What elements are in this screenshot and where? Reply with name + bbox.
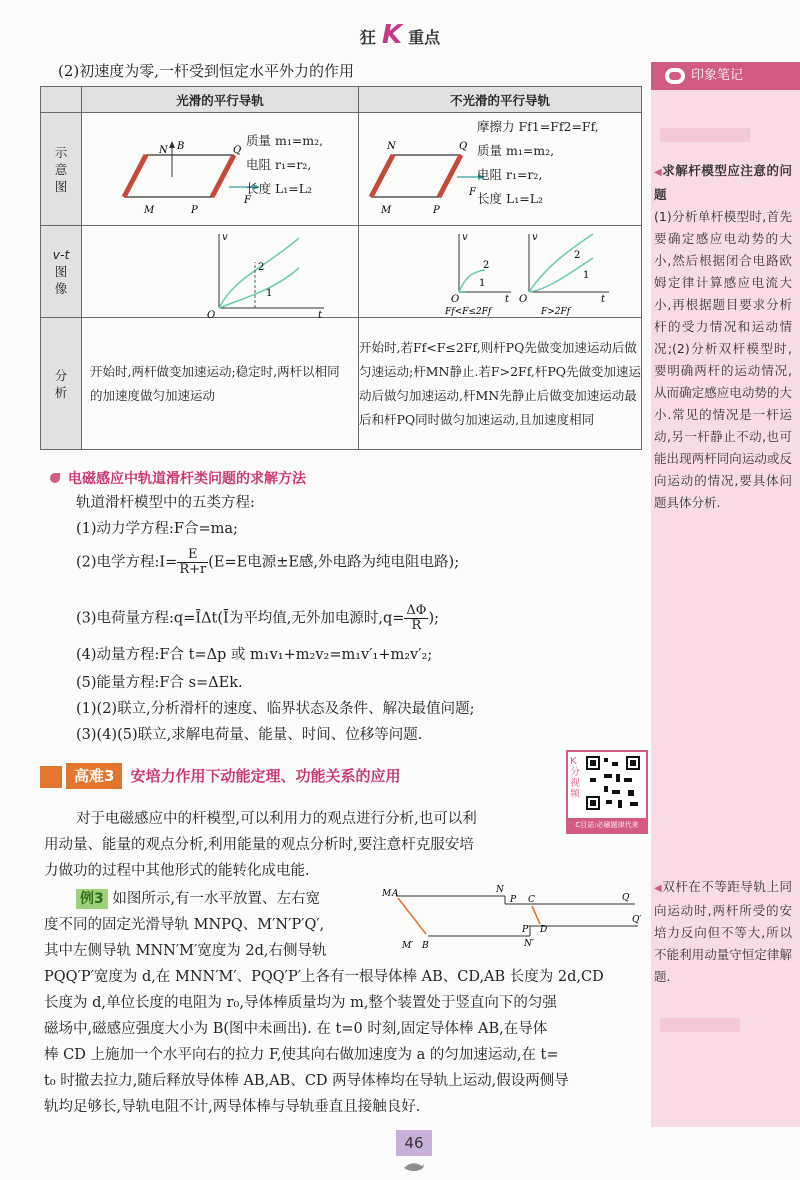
example-tag: 例3 <box>76 889 108 909</box>
bird-icon <box>402 1158 426 1174</box>
svg-text:N: N <box>387 141 396 152</box>
cond-label-1: Ff<F≤2Ff <box>445 307 492 317</box>
rough-analysis: 开始时,若Ff<F≤2Ff,则杆PQ先做变加速运动后做匀速运动;杆MN静止.若F>2Ff,杆PQ先做变加速运动后做匀加速运动,杆MN先静止后做变加速运动最后和杆PQ同时做匀加速运动,且加速度相同 <box>359 318 642 450</box>
note2-body: 双杆在不等距导轨上同向运动时,两杆所受的安培力反向但不等大,所以不能利用动量守恒定律解题. <box>654 879 792 984</box>
eq-3: (3)电荷量方程:q=ĪΔt(Ī为平均值,无外加电源时,q= $\frac{\Delta\Phi}{R}$ ); <box>76 603 440 633</box>
qr-side-label: K分视频 <box>570 756 580 800</box>
rough-diagram-cell <box>359 113 642 226</box>
svg-text:F: F <box>469 187 476 198</box>
svg-text:N′: N′ <box>524 939 534 949</box>
example-line-7: 棒 CD 上施加一个水平向右的拉力 F,使其向右做加速度为 a 的匀加速运动,在 t= <box>44 1047 559 1063</box>
method-note-1: (1)(2)联立,分析滑杆的速度、临界状态及条件、解决最值问题; <box>76 701 475 717</box>
svg-text:O: O <box>519 294 528 305</box>
sidebar-tab <box>651 62 800 90</box>
example-line-4: PQQ′P′宽度为 d,在 MNN′M′、PQQ′P′上各有一根导体棒 AB、CD,AB 长度为 2d,CD <box>44 969 604 985</box>
example-line-8: t₀ 时撤去拉力,随后释放导体棒 AB,AB、CD 两导体棒均在导轨上运动,假设两侧导 <box>44 1073 569 1089</box>
comparison-table <box>40 86 642 450</box>
rod-cd <box>532 906 540 924</box>
svg-text:v: v <box>462 232 468 243</box>
rough-vt-graphs <box>361 228 681 318</box>
svg-text:1: 1 <box>583 270 590 281</box>
sidebar-tab-label: 印象笔记 <box>691 68 744 83</box>
svg-text:2: 2 <box>483 260 490 271</box>
running-header <box>0 20 800 50</box>
sidebar-note-2: ◀双杆在不等距导轨上同向运动时,两杆所受的安培力反向但不等大,所以不能利用动量守恒定律解题. <box>654 879 792 984</box>
para-line-3: 力做功的过程中其他形式的能转化成电能. <box>44 863 310 879</box>
faded-text-decoration-2 <box>660 1018 740 1032</box>
page-number: 46 <box>396 1130 432 1156</box>
para-line-1: 对于电磁感应中的杆模型,可以利用力的观点进行分析,也可以利 <box>76 811 477 827</box>
label-n: N <box>159 145 168 156</box>
svg-text:O: O <box>451 294 460 305</box>
video-qr-code[interactable] <box>566 750 648 834</box>
svg-text:v: v <box>532 232 538 243</box>
row-header-diagram: 示意图 <box>41 113 82 226</box>
hard-title: 安培力作用下动能定理、功能关系的应用 <box>130 767 401 785</box>
example-line-5: 长度为 d,单位长度的电阻为 r₀,导体棒质量均为 m,整个装置处于竖直向下的匀强 <box>44 995 557 1011</box>
rod-pq <box>212 155 234 197</box>
svg-text:Q: Q <box>459 141 468 152</box>
sidebar-note-1: ◀求解杆模型应注意的问题 (1)分析单杆模型时,首先要确定感应电动势的大小,然后根据闭合电路欧姆定律计算感应电流大小,再根据题目要求分析杆的受力情况和运动情况;(2)分析双杆模型时,要明确两杆的运动情况,从而确定感应电动势的大小.常见的情况是一杆运动,另一杆静止不动,也可能出现两杆同向运动或反向运动的情况,要具体问题具体分析. <box>654 163 792 510</box>
cond-label-2: F>2Ff <box>541 307 571 317</box>
hard-section-heading <box>40 763 400 789</box>
svg-text:2: 2 <box>258 262 265 273</box>
elephant-icon <box>665 68 685 84</box>
rough-desc: 摩擦力 Ff1=Ff2=Ff, 质量 m₁=m₂, 电阻 r₁=r₂, 长度 L₁=L₂ <box>477 119 599 206</box>
label-b: B <box>177 141 185 152</box>
svg-text:M: M <box>381 205 392 216</box>
col-header-rough: 不光滑的平行导轨 <box>359 87 642 113</box>
eq-2: (2)电学方程:I= $\frac{E}{R+r}$ (E=E电源±E感,外电路为纯电阻电路); <box>76 547 460 577</box>
svg-text:Q: Q <box>622 893 630 903</box>
svg-text:Q′: Q′ <box>632 915 642 925</box>
rod-mn <box>124 155 146 197</box>
svg-text:t: t <box>318 310 323 318</box>
smooth-desc: 质量 m₁=m₂, 电阻 r₁=r₂, 长度 L₁=L₂ <box>246 133 324 196</box>
svg-text:2: 2 <box>574 250 581 261</box>
svg-text:1: 1 <box>479 278 486 289</box>
section-heading: (2)初速度为零,一杆受到恒定水平外力的作用 <box>58 62 355 80</box>
svg-text:A: A <box>392 889 399 899</box>
example-line-1: 例3 如图所示,有一水平放置、左右宽 <box>76 886 320 912</box>
hard-label: 高难3 <box>66 763 122 789</box>
table-corner <box>41 87 82 113</box>
smooth-diagram-cell <box>82 113 359 226</box>
example-line-9: 轨均足够长,导轨电阻不计,两导体棒与导轨垂直且接触良好. <box>44 1099 421 1115</box>
svg-text:t: t <box>601 294 606 305</box>
smooth-vt-graph <box>84 228 354 318</box>
row-header-vt: v-t 图像 <box>41 226 82 318</box>
svg-text:O: O <box>207 310 216 318</box>
qr-code-icon <box>586 756 640 810</box>
header-right: 重点 <box>408 28 441 47</box>
eq-4: (4)动量方程:F合 t=Δp 或 m₁v₁+m₂v₂=m₁v′₁+m₂v′₂; <box>76 647 433 663</box>
para-line-2: 用动量、能量的观点分析,利用能量的观点分析时,要注意杆克服安培 <box>44 837 474 853</box>
label-q: Q <box>233 145 242 156</box>
header-left: 狂 <box>359 28 376 47</box>
method-note-2: (3)(4)(5)联立,求解电荷量、能量、时间、位移等问题. <box>76 727 423 743</box>
label-p: P <box>191 205 198 216</box>
note1-body: (1)分析单杆模型时,首先要确定感应电动势的大小,然后根据闭合电路欧姆定律计算感应电流大小,再根据题目要求分析杆的受力情况和运动情况;(2)分析双杆模型时,要明确两杆的运动情况,从而确定感应电动势的大小.常见的情况是一杆运动,另一杆静止不动,也可能出现两杆同向运动或反向运动的情况,要具体问题具体分析. <box>654 209 792 510</box>
row-header-analysis: 分析 <box>41 318 82 450</box>
svg-text:P′: P′ <box>522 925 531 935</box>
svg-text:1: 1 <box>266 288 273 299</box>
example-rails-diagram <box>380 880 650 960</box>
note1-title: 求解杆模型应注意的问题 <box>654 163 792 202</box>
svg-text:M′: M′ <box>402 941 414 951</box>
method-intro: 轨道滑杆模型中的五类方程: <box>76 495 255 511</box>
svg-text:P: P <box>433 205 440 216</box>
svg-text:P: P <box>510 895 517 905</box>
smooth-vt-cell <box>82 226 359 318</box>
method-heading: 电磁感应中轨道滑杆类问题的求解方法 <box>50 468 306 488</box>
svg-text:N: N <box>496 885 504 895</box>
eq-5: (5)能量方程:F合 s=ΔEk. <box>76 675 243 691</box>
brand-k-icon: K <box>381 20 403 50</box>
svg-text:v: v <box>222 232 228 243</box>
bullet-icon <box>50 473 60 483</box>
svg-text:M: M <box>382 889 392 899</box>
svg-text:B: B <box>422 941 429 951</box>
faded-text-decoration <box>660 128 750 142</box>
rough-vt-cell <box>359 226 642 318</box>
label-m: M <box>144 205 155 216</box>
example-line-6: 磁场中,磁感应强度大小为 B(图中未画出). 在 t=0 时刻,固定导体棒 AB,在导体 <box>44 1021 548 1037</box>
eq-1: (1)动力学方程:F合=ma; <box>76 521 238 537</box>
example-line-3: 其中左侧导轨 MNN′M′宽度为 2d,右侧导轨 <box>44 943 327 959</box>
svg-text:t: t <box>505 294 510 305</box>
col-header-smooth: 光滑的平行导轨 <box>82 87 359 113</box>
smooth-analysis: 开始时,两杆做变加速运动;稳定时,两杆以相同的加速度做匀加速运动 <box>82 318 359 450</box>
example-line-2: 度不同的固定光滑导轨 MNPQ、M′N′P′Q′, <box>44 917 325 933</box>
label-f: F <box>244 195 251 206</box>
qr-caption: C目站:必刷题律代来 <box>568 818 646 832</box>
svg-text:D: D <box>540 925 548 935</box>
book-icon <box>40 766 62 788</box>
rough-rails-diagram <box>361 115 491 225</box>
svg-text:C: C <box>528 895 535 905</box>
rod-ab <box>398 898 426 934</box>
